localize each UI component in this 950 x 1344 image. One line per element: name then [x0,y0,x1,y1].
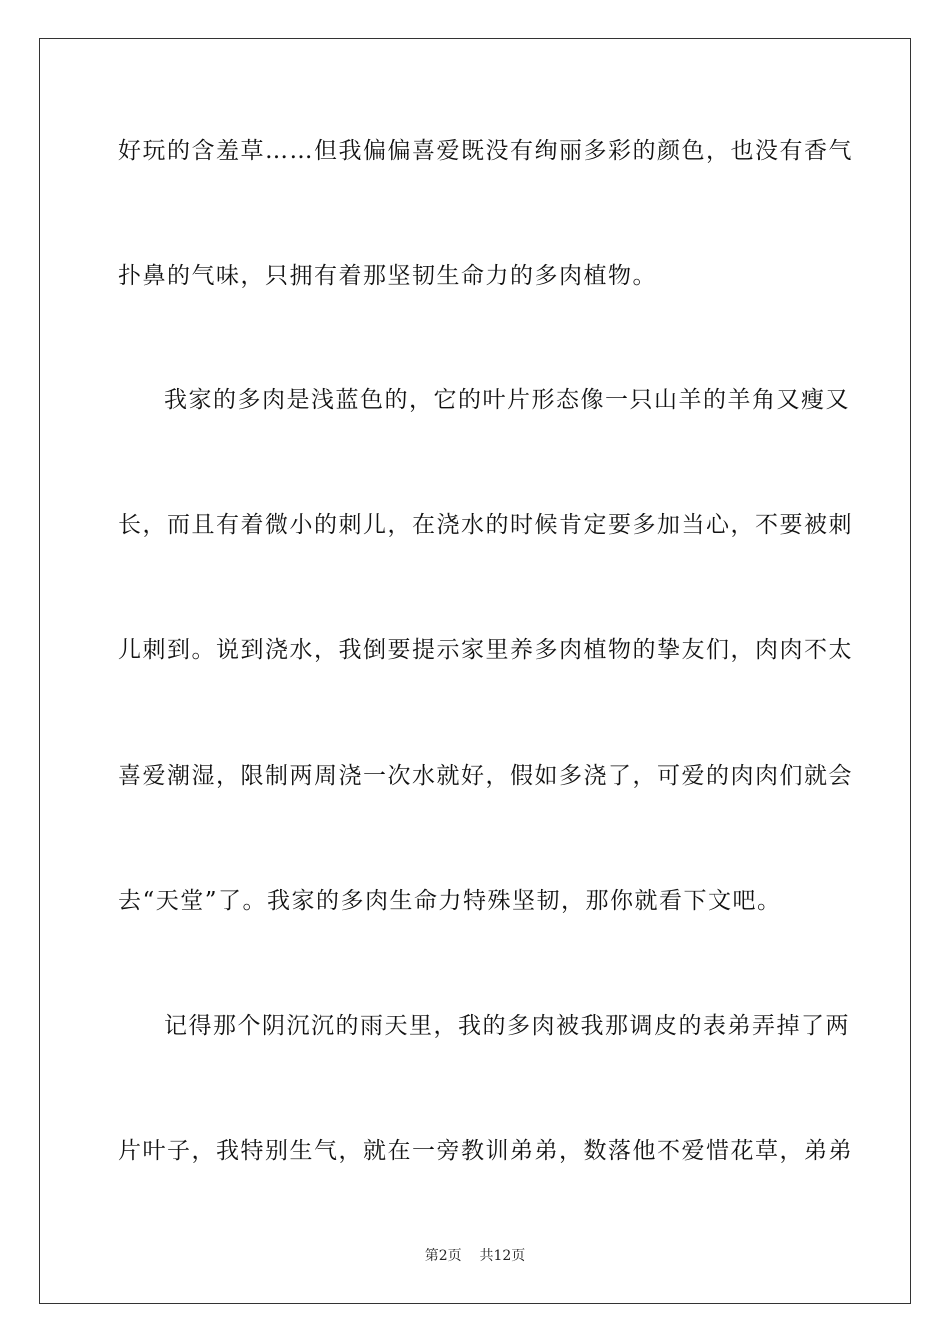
text-line-9: 片叶子，我特别生气，就在一旁教训弟弟，数落他不爱惜花草，弟弟 [118,1138,853,1164]
page-number: 第2页 [424,1248,462,1264]
page-border [39,38,911,1304]
text-line-4: 长，而且有着微小的刺儿，在浇水的时候肯定要多加当心，不要被刺 [118,512,853,538]
text-line-1: 好玩的含羞草……但我偏偏喜爱既没有绚丽多彩的颜色，也没有香气 [118,138,853,164]
page-footer [0,1247,950,1265]
text-line-8: 记得那个阴沉沉的雨天里，我的多肉被我那调皮的表弟弄掉了两 [164,1013,850,1039]
text-line-5: 儿刺到。说到浇水，我倒要提示家里养多肉植物的挚友们，肉肉不太 [118,637,853,663]
text-line-3: 我家的多肉是浅蓝色的，它的叶片形态像一只山羊的羊角又瘦又 [164,387,850,413]
page-total: 共12页 [479,1248,526,1264]
text-line-2: 扑鼻的气味，只拥有着那坚韧生命力的多肉植物。 [118,263,657,289]
text-line-7: 去“天堂”了。我家的多肉生命力特殊坚韧，那你就看下文吧。 [118,888,782,914]
text-line-6: 喜爱潮湿，限制两周浇一次水就好，假如多浇了，可爱的肉肉们就会 [118,763,853,789]
